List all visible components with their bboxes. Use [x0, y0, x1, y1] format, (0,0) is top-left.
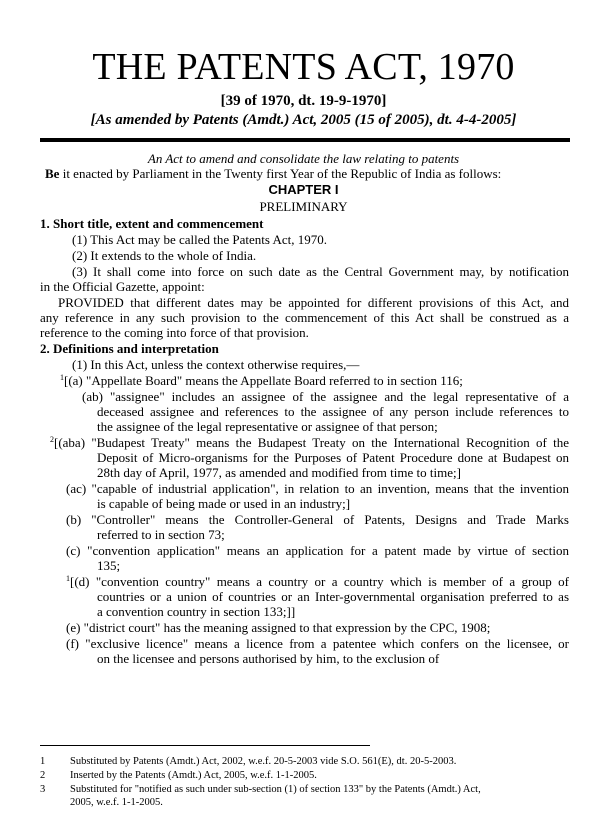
clause-aba-text: [(aba) "Budapest Treaty" means the Budapest Treaty on the International Recognition of the	[54, 435, 569, 450]
clause-b-line-1: (b) "Controller" means the Controller-General of Patents, Designs and Trade Marks	[66, 512, 569, 527]
clause-ac-line-1: (ac) "capable of industrial application", in relation to an invention, means that the invention	[66, 481, 569, 496]
proviso-line-3: reference to the coming into force of that provision.	[40, 325, 309, 340]
act-reference: [39 of 1970, dt. 19-9-1970]	[220, 93, 387, 109]
clause-ab-line-1: (ab) "assignee" includes an assignee of the assignee and the legal representative of a	[82, 389, 569, 404]
enacting-clause	[45, 166, 501, 181]
clause-aba-line-3: 28th day of April, 1977, as amended and modified from time to time;]	[97, 465, 461, 480]
clause-ac-line-2: is capable of being made or used in an industry;]	[97, 496, 351, 511]
chapter-heading: CHAPTER I	[268, 182, 339, 197]
clause-aba-line-1	[50, 435, 569, 450]
long-title: An Act to amend and consolidate the law relating to patents	[147, 151, 460, 166]
title-divider	[40, 138, 570, 142]
footnote-number: 3	[40, 784, 46, 795]
proviso-line-1: PROVIDED that different dates may be appointed for different provisions of this Act, and	[58, 295, 569, 310]
footnote-number: 2	[40, 770, 46, 781]
act-title: THE PATENTS ACT, 1970	[92, 46, 515, 88]
section-1-sub-3-line-1: (3) It shall come into force on such date as the Central Government may, by notification	[72, 264, 569, 279]
clause-aba-line-2: Deposit of Micro-organisms for the Purposes of Patent Procedure done at Budapest on	[97, 450, 569, 465]
footnote-ref: 1	[60, 373, 64, 382]
clause-f-line-1: (f) "exclusive licence" means a licence from a patentee which confers on the licensee, or	[66, 636, 569, 651]
enact-bold: Be	[45, 166, 60, 181]
section-1-sub-3-line-2: in the Official Gazette, appoint:	[40, 279, 205, 294]
footnote-ref: 1	[66, 574, 70, 583]
amendment-note: [As amended by Patents (Amdt.) Act, 2005 (15 of 2005), dt. 4-4-2005]	[90, 112, 517, 128]
footnote-text: Inserted by the Patents (Amdt.) Act, 2005, w.e.f. 1-1-2005.	[70, 770, 317, 781]
clause-c-line-2: 135;	[97, 558, 121, 573]
footnote-ref: 2	[50, 435, 54, 444]
clause-e: (e) "district court" has the meaning assigned to that expression by the CPC, 1908;	[66, 620, 491, 635]
section-2-heading: 2. Definitions and interpretation	[40, 341, 219, 356]
clause-b-line-2: referred to in section 73;	[97, 527, 225, 542]
proviso-line-2: any reference in any such provision to the commencement of this Act shall be construed as a	[40, 310, 569, 325]
clause-d-text: [(d) "convention country" means a country or a country which is member of a group of	[70, 574, 569, 589]
clause-ab-line-2: deceased assignee and references to the assignee of any person include references to	[97, 404, 569, 419]
clause-f-line-2: on the licensee and persons authorised by him, to the exclusion of	[97, 651, 440, 666]
section-1-sub-2: (2) It extends to the whole of India.	[72, 248, 257, 263]
section-1-heading: 1. Short title, extent and commencement	[40, 216, 264, 231]
clause-ab-line-3: the assignee of the legal representative or assignee of that person;	[97, 419, 438, 434]
clause-d-line-1	[66, 574, 569, 589]
footnote-divider	[40, 745, 370, 746]
enact-rest: it enacted by Parliament in the Twenty first Year of the Republic of India as follows:	[59, 166, 502, 181]
clause-c-line-1: (c) "convention application" means an application for a patent made by virtue of section	[66, 543, 569, 558]
footnote-text: Substituted for "notified as such under sub-section (1) of section 133" by the Patents (Amdt.) Act,	[70, 784, 481, 795]
footnote-text-continued: 2005, w.e.f. 1-1-2005.	[70, 797, 163, 808]
clause-a-text: [(a) "Appellate Board" means the Appellate Board referred to in section 116;	[64, 373, 463, 388]
section-2-intro: (1) In this Act, unless the context otherwise requires,—	[72, 357, 360, 372]
chapter-name: PRELIMINARY	[259, 199, 348, 214]
clause-a	[60, 373, 463, 388]
footnote-text: Substituted by Patents (Amdt.) Act, 2002, w.e.f. 20-5-2003 vide S.O. 561(E), dt. 20-5-2003.	[70, 756, 457, 767]
clause-d-line-3: a convention country in section 133;]]	[97, 604, 296, 619]
section-1-sub-1: (1) This Act may be called the Patents Act, 1970.	[72, 232, 328, 247]
clause-d-line-2: countries or a union of countries or an Inter-governmental organisation preferred to as	[97, 589, 569, 604]
footnote-number: 1	[40, 756, 46, 767]
